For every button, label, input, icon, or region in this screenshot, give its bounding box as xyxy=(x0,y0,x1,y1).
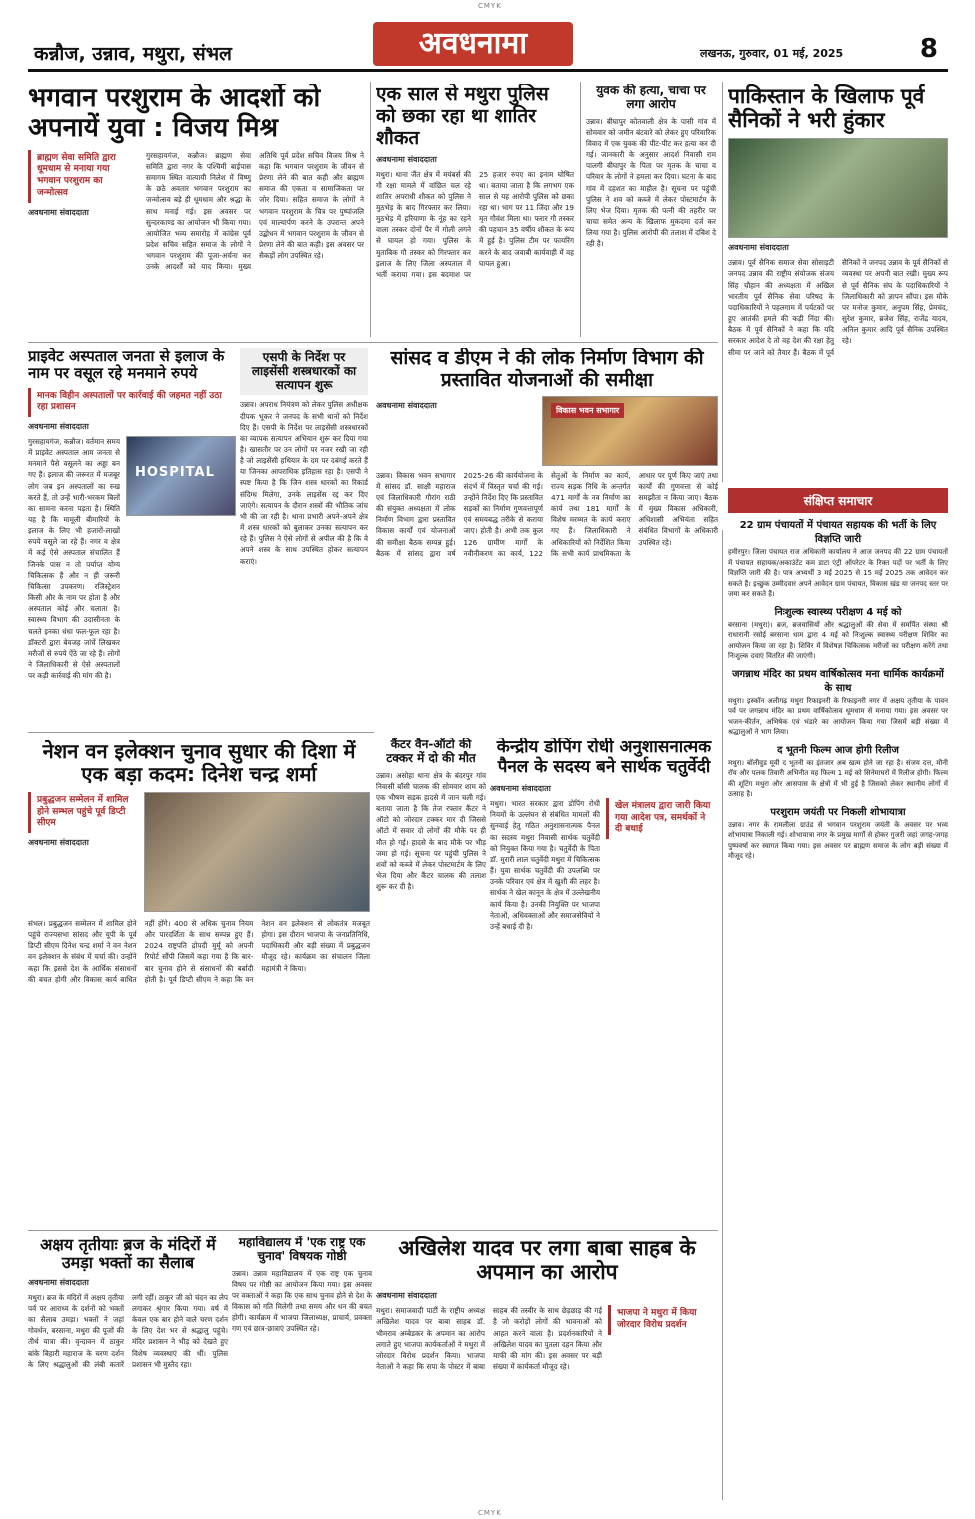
election-event-photo xyxy=(144,792,370,912)
ex-servicemen-photo xyxy=(728,138,948,238)
newspaper-logo: अवधनामा xyxy=(373,22,573,66)
headline: अखिलेश यादव पर लगा बाबा साहब के अपमान का आरोप xyxy=(398,1236,696,1285)
article-body: मथुरा। भारत सरकार द्वारा डोपिंग रोधी नियमों के उल्लंघन से संबंधित मामलों की सुनवाई हेतु गठित अनुशासनात्मक पैनल का सदस्य मथुरा निवासी सार्थक चतुर्वेदी को नियुक्त किया गया है। चतुर्वेदी के पिता डॉ. मुरारी लाल चतुर्वेदी मथुरा में चिकित्सक हैं। युवा सार्थक चतुर्वेदी की उपलब्धि पर उनके परिवार एवं क्षेत्र में खुशी की लहर है। सार्थक ने खेल कानून के क्षेत्र में उल्लेखनीय कार्य किया है। उनकी नियुक्ति पर भाजपा नेताओं, अधिवक्ताओं और समाजसेवियों ने उन्हें बधाई दी है। xyxy=(490,799,600,931)
brief-headline: जगन्नाथ मंदिर का प्रथम वार्षिकोत्सव मना धार्मिक कार्यक्रमों के साथ xyxy=(732,668,944,694)
story-college-seminar xyxy=(232,1236,372,1506)
section-rule xyxy=(28,342,718,343)
byline: अवधनामा संवाददाता xyxy=(728,243,789,253)
story-arms-verification xyxy=(240,348,368,728)
story-anti-doping-panel xyxy=(490,738,718,1224)
headline: पाकिस्तान के खिलाफ पूर्व सैनिकों ने भरी हुंकार xyxy=(728,84,925,133)
hospital-sign-text: HOSPITAL xyxy=(135,464,215,480)
article-body: मथुरा। ब्रज के मंदिरों में अक्षय तृतीया पर्व पर आराध्य के दर्शनों को भक्तों का सैलाब उमड़ा। भक्तों ने जहां गोवर्धन, बरसाना, मथुरा की पूजों की तीर्थ यात्रा की। वृन्दावन में ठाकुर बांके बिहारी महाराज के चरण दर्शन के लिए श्रद्धालुओं की लंबी कतारें लगी रहीं। ठाकुर जी को चंदन का लेप लगाकर श्रृंगार किया गया। वर्ष में केवल एक बार होने वाले चरण दर्शन के लिए देश भर से श्रद्धालु पहुंचे। मंदिर प्रशासन ने भीड़ को देखते हुए विशेष व्यवस्थाएं की थीं। पुलिस प्रशासन भी मुस्तैद रहा। xyxy=(28,1292,228,1369)
print-mark-bottom: CMYK xyxy=(478,1509,502,1517)
issue-date: लखनऊ, गुरुवार, 01 मई, 2025 xyxy=(700,47,844,60)
article-body: उन्नाव। असोहा थाना क्षेत्र के बंदरपुर गांव निवासी बाँसी चालक की सोमवार शाम को एक भीषण सड़क हादसे में जान चली गई। बताया जाता है कि तेज रफ्तार कैंटर ने ऑटो को जोरदार टक्कर मार दी जिससे ऑटो में सवार दो लोगों की मौके पर ही मौत हो गई। हादसे के बाद मौके पर भीड़ जमा हो गई। सूचना पर पहुंची पुलिस ने शवों को कब्जे में लेकर पोस्टमार्टम के लिए भेज दिया और कैंटर चालक की तलाश शुरू कर दी है। xyxy=(376,770,486,892)
brief-body: मथुरा। इस्कॉन अलीगढ़ मथुरा रिफाइनरी के रिफाइनरी नगर में अक्षय तृतीया के पावन पर्व पर जगन्नाथ मंदिर का प्रथम वार्षिकोत्सव धूमधाम से मनाया गया। इस अवसर पर भजन-कीर्तन, अभिषेक एवं भंडारे का आयोजन किया गया जिसमें बड़ी संख्या में श्रद्धालुओं ने भाग लिया। xyxy=(728,696,948,736)
story-road-accident xyxy=(376,738,486,978)
story-mathura-police xyxy=(376,84,574,337)
section-rule xyxy=(28,1230,718,1231)
banner-text: विकास भवन सभागार xyxy=(551,403,624,418)
hospital-photo xyxy=(126,436,236,516)
brief-body: उन्नाव। नगर के रामलीला ग्राउंड से भगवान परशुराम जयंती के अवसर पर भव्य शोभायात्रा निकाली गई। शोभायात्रा नगर के प्रमुख मार्गों से होकर गुजरी जहां जगह-जगह पुष्पवर्षा कर स्वागत किया गया। इस अवसर पर ब्राह्मण समाज के लोग बड़ी संख्या में मौजूद रहे। xyxy=(728,820,948,860)
article-body: संभल। प्रबुद्धजन सम्मेलन में शामिल होने पहुंचे राज्यसभा सांसद और यूपी के पूर्व डिप्टी सीएम दिनेश चन्द्र शर्मा ने वन नेशन वन इलेक्शन के संबंध में चर्चा की। उन्होंने कहा कि इससे देश के आर्थिक संसाधनों की बचत होगी और विकास कार्य बाधित नहीं होंगे। 400 से अधिक चुनाव नियम और पारदर्शिता के साथ सम्पन्न हुए हैं। 2024 राष्ट्रपति द्रोपदी मुर्मू को अपनी रिपोर्ट सौंपी जिसमें कहा गया है कि बार-बार चुनाव होने से संसाधनों की बर्बादी होती है। पूर्व डिप्टी सीएम ने कहा कि वन नेशन वन इलेक्शन से लोकतंत्र मजबूत होगा। इस दौरान भाजपा के जनप्रतिनिधि, पदाधिकारी और बड़ी संख्या में प्रबुद्धजन मौजूद रहे। कार्यक्रम का संचालन जिला महामंत्री ने किया। xyxy=(28,919,370,984)
brief-item xyxy=(728,604,948,662)
brief-body: बरसाना (मथुरा)। ब्रज, ब्रजवासियों और श्रद्धालुओं की सेवा में समर्पित संस्था श्री राधारानी रसोई बरसाना धाम द्वारा 4 मई को निःशुल्क स्वास्थ्य परीक्षण शिविर का आयोजन किया जा रहा है। शिविर में विशेषज्ञ चिकित्सक मरीजों का परीक्षण करेंगे तथा निःशुल्क दवाएं वितरित की जाएंगी। xyxy=(728,620,948,660)
article-body: मथुरा। थाना जैंत क्षेत्र में मयंबर्स की गौ रक्षा मामले में वांछित चल रहे शातिर अपराधी शौकत को पुलिस ने मुठभेड़ के बाद गिरफ्तार कर लिया। मुठभेड़ में हरियाणा के नूंह का रहने वाला तस्कर दोनों पैर में गोली लगने से घायल हो गया। पुलिस के मुताबिक गौ तस्कर को गिरफ्तार कर इलाज के लिए जिला अस्पताल में भर्ती कराया गया। इस बदमाश पर 25 हजार रुपए का इनाम घोषित था। बताया जाता है कि लगभग एक साल से यह आरोपी पुलिस को छका रहा था। भाग पर 11 जिंदा और 19 मृत गौवंश मिला था। फरार गौ तस्कर की पहचान 35 वर्षीय शौकत के रूप में हुई है। पुलिस टीम पर फायरिंग करने के बाद जवाबी कार्यवाही में वह घायल हुआ। xyxy=(376,169,574,279)
brief-item xyxy=(728,804,948,862)
headline: महाविद्यालय में 'एक राष्ट्र एक चुनाव' विषयक गोष्ठी xyxy=(238,1236,366,1263)
article-body: उन्नाव। पूर्व सैनिक समाज सेवा सोसाइटी जनपद उन्नाव की राष्ट्रीय संयोजक संजय सिंह चौहान की अध्यक्षता में अखिल भारतीय पूर्व सैनिक सेवा परिषद के पदाधिकारियों ने पहलगाम में पर्यटकों पर हुए आतंकी हमले की कड़ी निंदा की। बैठक में पूर्व सैनिकों ने कहा कि यदि सरकार आदेश दे तो वह देश की रक्षा हेतु सीमा पर जाने को तैयार हैं। बैठक में पूर्व सैनिकों ने जनपद उन्नाव के पूर्व सैनिकों से व्यवस्था पर अपनी बात रखी। मुख्य रूप से पूर्व सैनिक संघ के पदाधिकारियों ने जिलाधिकारी को ज्ञापन सौंपा। इस मौके पर मनोज कुमार, अनुपम सिंह, प्रेमचंद, सुरेश कुमार, ब्रजेश सिंह, राजेंद्र यादव, अनिल कुमार आदि पूर्व सैनिक उपस्थित रहे। xyxy=(728,258,948,357)
article-body: उन्नाव। विकास भवन सभागार में सांसद डॉ. साक्षी महाराज एवं जिलाधिकारी गौरांग राठी की संयुक्त अध्यक्षता में लोक निर्माण विभाग द्वारा प्रस्तावित विकास कार्यों एवं योजनाओं की समीक्षा बैठक सम्पन्न हुई। बैठक में सांसद द्वारा वर्ष 2025-26 की कार्ययोजना के संदर्भ में विस्तृत चर्चा की गई। उन्होंने निर्देश दिए कि प्रस्तावित सड़कों का निर्माण गुणवत्तापूर्ण एवं समयबद्ध तरीके से कराया जाए। होती है। अभी तक कुल 126 ग्रामीण मार्गों के नवीनीकरण का कार्य, 122 सेतुओं के निर्माण का कार्य, राज्य सड़क निधि के अन्तर्गत 471 मार्गों के नव निर्माण का कार्य तथा 181 मार्गों के विशेष मरम्मत के कार्य कराए गए हैं। जिलाधिकारी ने अधिकारियों को निर्देशित किया कि सभी कार्य प्राथमिकता के आधार पर पूर्ण किए जाएं तथा कार्यों की गुणवत्ता से कोई समझौता न किया जाए। बैठक में मुख्य विकास अधिकारी, अधिशासी अभियंता सहित संबंधित विभागों के अधिकारी उपस्थित रहे। xyxy=(376,470,718,558)
masthead xyxy=(28,14,948,72)
byline: अवधनामा संवाददाता xyxy=(28,1277,89,1287)
column-rule xyxy=(580,82,581,337)
headline: एसपी के निर्देश पर लाइसेंसी शस्त्रधारकों का सत्यापन शुरू xyxy=(240,348,368,395)
story-one-nation-election xyxy=(28,740,370,1228)
article-body: मथुरा। समाजवादी पार्टी के राष्ट्रीय अध्यक्ष अखिलेश यादव पर बाबा साहब डॉ. भीमराव अम्बेडकर के अपमान का आरोप लगाते हुए भाजपा कार्यकर्ताओं ने मथुरा में जोरदार विरोध प्रदर्शन किया। भाजपा नेताओं ने कहा कि सपा के पोस्टर में बाबा साहब की तस्वीर के साथ छेड़छाड़ की गई है जो करोड़ों लोगों की भावनाओं को आहत करने वाला है। प्रदर्शनकारियों ने अखिलेश यादव का पुतला दहन किया और माफी की मांग की। इस अवसर पर बड़ी संख्या में कार्यकर्ता मौजूद रहे। xyxy=(376,1306,602,1372)
sub-headline: मानक विहीन अस्पतालों पर कार्रवाई की जहमत नहीं उठा रहा प्रशासन xyxy=(28,388,236,417)
brief-headline: निःशुल्क स्वास्थ्य परीक्षण 4 मई को xyxy=(774,606,902,618)
story-akhilesh-protest xyxy=(376,1236,718,1506)
story-parshuram xyxy=(28,84,364,337)
story-ex-servicemen xyxy=(728,84,948,482)
column-rule xyxy=(370,82,371,337)
district-list: कन्नौज, उन्नाव, मथुरा, संभल xyxy=(34,43,232,65)
headline: भगवान परशुराम के आदर्शो को अपनायें युवा : विजय मिश्र xyxy=(28,84,321,143)
sub-headline: ब्राह्मण सेवा समिति द्वारा धूमधाम से मनाया गया भगवान परशुराम का जन्मोत्सव xyxy=(28,150,138,203)
byline: अवधनामा संवाददाता xyxy=(28,207,89,217)
column-rule xyxy=(722,82,723,482)
article-body: उन्नाव। अपराध नियंत्रण को लेकर पुलिस अधीक्षक दीपक भूकर ने जनपद के सभी थानों को निर्देश दिए हैं। एसपी के निर्देश पर लाइसेंसी शस्त्रधारकों का व्यापक सत्यापन अभियान शुरू कर दिया गया है। खासतौर पर उन लोगों पर नजर रखी जा रही है जो लाइसेंसी हथियार के दम पर दबंगई करते हैं या जिनका आपराधिक इतिहास रहा है। एसपी ने स्पष्ट किया है कि जिन शस्त्र धारकों का रिकार्ड संदिग्ध मिलेगा, उनके लाइसेंस रद्द कर दिए जाएंगे। सत्यापन के दौरान शस्त्रों की भौतिक जांच भी की जा रही है। थाना प्रभारी अपने-अपने क्षेत्र में शस्त्र धारकों को बुलाकर उनका सत्यापन कर रहे हैं। पुलिस ने ऐसे लोगों से अपील की है कि वे अपने शस्त्र के साथ उपस्थित होकर सत्यापन कराएं। xyxy=(240,400,368,566)
review-meeting-photo xyxy=(542,396,718,466)
column-rule xyxy=(722,530,723,1500)
sub-headline: भाजपा ने मथुरा में किया जोरदार विरोध प्रदर्शन xyxy=(608,1305,718,1334)
byline: अवधनामा संवाददाता xyxy=(376,1291,437,1301)
briefs-section-title: संक्षिप्त समाचार xyxy=(728,488,948,513)
headline: नेशन वन इलेक्शन चुनाव सुधार की दिशा में एक बड़ा कदम: दिनेश चन्द्र शर्मा xyxy=(42,740,356,786)
brief-headline: द भूतनी फिल्म आज होगी रिलीज xyxy=(777,744,899,756)
byline: अवधनामा संवाददाता xyxy=(490,784,551,794)
headline: एक साल से मथुरा पुलिस को छका रहा था शातिर शौकत xyxy=(376,84,549,149)
story-akshaya-tritiya xyxy=(28,1236,228,1506)
headline: अक्षय तृतीयाः ब्रज के मंदिरों में उमड़ा भक्तों का सैलाब xyxy=(40,1236,216,1273)
headline: केन्द्रीय डोपिंग रोधी अनुशासनात्मक पैनल के सदस्य बने सार्थक चतुर्वेदी xyxy=(496,738,712,777)
article-body: उन्नाव। बीघापुर कोतवाली क्षेत्र के पासी गांव में सोमवार को जमीन बंटवारे को लेकर हुए परिवारिक विवाद में एक युवक की पीट-पीट कर हत्या कर दी गई। जानकारी के अनुसार आदर्श निवासी राम पालगी बीघापुर के पिता पर मृतक के चाचा व परिवार के लोगों ने हमला कर दिया। घटना के बाद गांव में दहशत का माहौल है। सूचना पर पहुंची पुलिस ने शव को कब्जे में लेकर पोस्टमार्टम के लिए भेज दिया। मृतक की पत्नी की तहरीर पर चाचा समेत अन्य के खिलाफ मुकदमा दर्ज कर लिया गया है। पुलिस आरोपी की तलाश में दबिश दे रही है। xyxy=(586,116,716,249)
brief-item xyxy=(728,742,948,800)
headline: युवक की हत्या, चाचा पर लगा आरोप xyxy=(596,84,706,111)
story-private-hospital xyxy=(28,348,236,728)
brief-body: मथुरा। बॉलीवुड मूवी द भूतनी का इंतजार अब खत्म होने जा रहा है। संजय दत्त, मौनी रॉय और पलक तिवारी अभिनीत यह फिल्म 1 मई को सिनेमाघरों में रिलीज होगी। फिल्म की शूटिंग मथुरा और आसपास के क्षेत्रों में भी हुई है जिसको लेकर स्थानीय लोगों में उत्साह है। xyxy=(728,758,948,798)
byline: अवधनामा संवाददाता xyxy=(376,154,437,164)
byline: अवधनामा संवाददाता xyxy=(28,421,89,431)
headline: प्राइवेट अस्पताल जनता से इलाज के नाम पर वसूल रहे मनमाने रुपये xyxy=(28,348,225,383)
story-youth-murder xyxy=(586,84,716,337)
headline: सांसद व डीएम ने की लोक निर्माण विभाग की प्रस्तावित योजनाओं की समीक्षा xyxy=(390,348,704,391)
print-mark-top: CMYK xyxy=(478,2,502,10)
brief-headline: 22 ग्राम पंचायतों में पंचायत सहायक की भर्ती के लिए विज्ञप्ति जारी xyxy=(739,520,937,545)
briefs-column xyxy=(728,488,948,1500)
section-rule xyxy=(28,732,374,733)
byline: अवधनामा संवाददाता xyxy=(28,838,89,848)
brief-body: हमीरपुर। जिला पंचायत राज अधिकारी कार्यालय ने आज जनपद की 22 ग्राम पंचायतों में पंचायत सहायक/अकाउंटेंट कम डाटा एंट्री ऑपरेटर के रिक्त पदों पर भर्ती के लिए विज्ञप्ति जारी की है। पात्र अभ्यर्थी 3 मई 2025 से 15 मई 2025 तक आवेदन कर सकते हैं। इच्छुक उम्मीदवार अपने आवेदन ग्राम पंचायत, विकास खंड या जनपद स्तर पर जमा कर सकते हैं। xyxy=(728,548,948,598)
sub-headline: प्रबुद्धजन सम्मेलन में शामिल होने सम्भल पहुंचे पूर्व डिप्टी सीएम xyxy=(28,792,138,833)
story-pwd-review xyxy=(376,348,718,728)
headline: कैंटर वैन-ऑटो की टक्कर में दो की मौत xyxy=(386,738,476,765)
article-body: गुरसहायगंज, कन्नौज। ब्राह्मण सेवा समिति द्वारा नगर के पश्चिमी बाईपास समागम स्थित वात्यायी निलेश में विष्णु के छठे अवतार भगवान परशुराम का जन्मोत्सव बड़े ही धूमधाम और श्रद्धा के साथ मनाई गई। इस अवसर पर सुन्दरकाण्ड का आयोजन भी किया गया। आयोजित भव्य समारोह में कांग्रेस पूर्व प्रदेश सचिव सहित समाज के लोगों ने भगवान परशुराम की पूजा-अर्चना कर उनके आदर्शों को याद किया। मुख्य अतिथि पूर्व प्रदेश सचिव विजय मिश्र ने कहा कि भगवान परशुराम के जीवन से प्रेरणा लेने की बात कही और ब्राह्मण समाज की एकता व सामाजिकता पर जोर दिया। सहित समाज के लोगों ने भगवान परशुराम के चित्र पर पुष्पांजलि एवं माल्यार्पण करने के उपरान्त अपने उद्बोधन में भगवान परशुराम के जीवन से प्रेरणा लेने की बात कही। इस अवसर पर सैकड़ों लोग उपस्थित रहे। xyxy=(146,150,364,272)
article-body: गुरसहायगंज, कन्नौज। वर्तमान समय में प्राइवेट अस्पताल आम जनता से मनमाने पैसे वसूलने का अड्डा बन गए हैं। इलाज की जरूरत में मजबूर लोग जब इन अस्पतालों का रुख करते हैं, तो उन्हें भारी-भरकम बिलों का सामना करना पड़ता है। स्थिति यह है कि मामूली बीमारियों के इलाज के लिए भी हजारों-लाखों रुपये वसूले जा रहे हैं। नगर व क्षेत्र में कई ऐसे अस्पताल संचालित हैं जिनके पास न तो पर्याप्त योग्य चिकित्सक हैं और न ही जरूरी चिकित्सा उपकरण। रजिस्ट्रेशन किसी और के नाम पर होता है और अस्पताल कोई और चलाता है। स्वास्थ्य विभाग की उदासीनता के चलते इनका धंधा फल-फूल रहा है। डॉक्टरों द्वारा बेवजह जांचें लिखकर मरीजों से रुपये ऐंठे जा रहे हैं। लोगों ने जिलाधिकारी से ऐसे अस्पतालों पर कड़ी कार्रवाई की मांग की है। xyxy=(28,436,120,681)
brief-headline: परशुराम जयंती पर निकली शोभायात्रा xyxy=(770,806,906,818)
brief-item xyxy=(728,666,948,738)
sub-headline: खेल मंत्रालय द्वारा जारी किया गया आदेश पत्र, समर्थकों ने दी बधाई xyxy=(606,798,718,839)
byline: अवधनामा संवाददाता xyxy=(376,400,437,410)
page-number: 8 xyxy=(919,34,938,64)
article-body: उन्नाव। उन्नाव महाविद्यालय में एक राष्ट्र एक चुनाव विषय पर गोष्ठी का आयोजन किया गया। इस अवसर पर वक्ताओं ने कहा कि एक साथ चुनाव होने से देश के विकास को गति मिलेगी तथा समय और धन की बचत होगी। कार्यक्रम में भाजपा जिलाध्यक्ष, प्राचार्य, प्रवक्ता गण एवं छात्र-छात्राएं उपस्थित रहे। xyxy=(232,1268,372,1334)
brief-item xyxy=(728,517,948,600)
